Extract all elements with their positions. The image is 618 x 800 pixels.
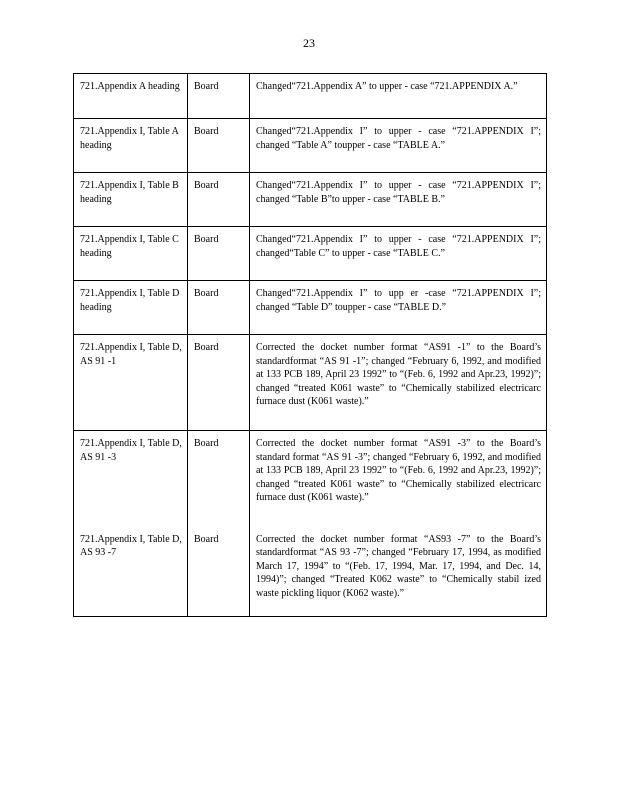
source-cell: Board bbox=[188, 74, 250, 119]
section-cell: 721.Appendix I, Table C heading bbox=[74, 227, 188, 281]
description-cell: Changed“721.Appendix I” to upper - case “721.APPENDIX I”; changed “Table A” toupper - case “TABLE A.” bbox=[250, 119, 547, 173]
table-row bbox=[74, 119, 547, 173]
source-cell: Board bbox=[188, 281, 250, 335]
section-cell: 721.Appendix I, Table D, AS 93 -7 bbox=[74, 527, 188, 617]
description-cell: Corrected the docket number format “AS91 -1” to the Board’s standardformat “AS 91 -1”; changed “February 6, 1992, and modified at 133 PCB 189, April 23 1992” to “(Feb. 6, 1992 and Apr.23, 1992)”; changed “treated K061 waste” to “Chemically stabilized electricarc furnace dust (K061 waste).” bbox=[250, 335, 547, 431]
source-cell: Board bbox=[188, 527, 250, 617]
table-row bbox=[74, 227, 547, 281]
source-cell: Board bbox=[188, 119, 250, 173]
table-row bbox=[74, 335, 547, 431]
source-cell: Board bbox=[188, 335, 250, 431]
table-row bbox=[74, 173, 547, 227]
section-cell: 721.Appendix A heading bbox=[74, 74, 188, 119]
description-cell: Corrected the docket number format “AS91 -3” to the Board’s standard format “AS 91 -3”; changed “February 6, 1992, and modified at 133 PCB 189, April 23 1992” to “(Feb. 6, 1992 and Apr.23, 1992)”; changed “treated K061 waste” to “Chemically stabilized electricarc furnace dust (K061 waste).” bbox=[250, 431, 547, 527]
description-cell: Changed“721.Appendix A” to upper - case “721.APPENDIX A.” bbox=[250, 74, 547, 119]
description-cell: Changed“721.Appendix I” to upp er -case “721.APPENDIX I”; changed “Table D” toupper - case “TABLE D.” bbox=[250, 281, 547, 335]
section-cell: 721.Appendix I, Table A heading bbox=[74, 119, 188, 173]
description-cell: Changed“721.Appendix I” to upper - case “721.APPENDIX I”; changed “Table B”to upper - case “TABLE B.” bbox=[250, 173, 547, 227]
section-cell: 721.Appendix I, Table D, AS 91 -3 bbox=[74, 431, 188, 527]
page-number: 23 bbox=[303, 36, 315, 50]
source-cell: Board bbox=[188, 173, 250, 227]
table-row bbox=[74, 74, 547, 119]
table-row bbox=[74, 431, 547, 527]
table-row bbox=[74, 527, 547, 617]
changes-table bbox=[73, 73, 547, 617]
source-cell: Board bbox=[188, 431, 250, 527]
section-cell: 721.Appendix I, Table D heading bbox=[74, 281, 188, 335]
section-cell: 721.Appendix I, Table B heading bbox=[74, 173, 188, 227]
description-cell: Corrected the docket number format “AS93 -7” to the Board’s standardformat “AS 93 -7”; changed “February 17, 1994, as modified March 17, 1994” to “(Feb. 17, 1994, Mar. 17, 1994, and Dec. 14, 1994)”; changed “Treated K062 waste” to “Chemically stabil ized waste pickling liquor (K062 waste).” bbox=[250, 527, 547, 617]
table-row bbox=[74, 281, 547, 335]
description-cell: Changed“721.Appendix I” to upper - case “721.APPENDIX I”; changed“Table C” to upper - case “TABLE C.” bbox=[250, 227, 547, 281]
source-cell: Board bbox=[188, 227, 250, 281]
section-cell: 721.Appendix I, Table D, AS 91 -1 bbox=[74, 335, 188, 431]
